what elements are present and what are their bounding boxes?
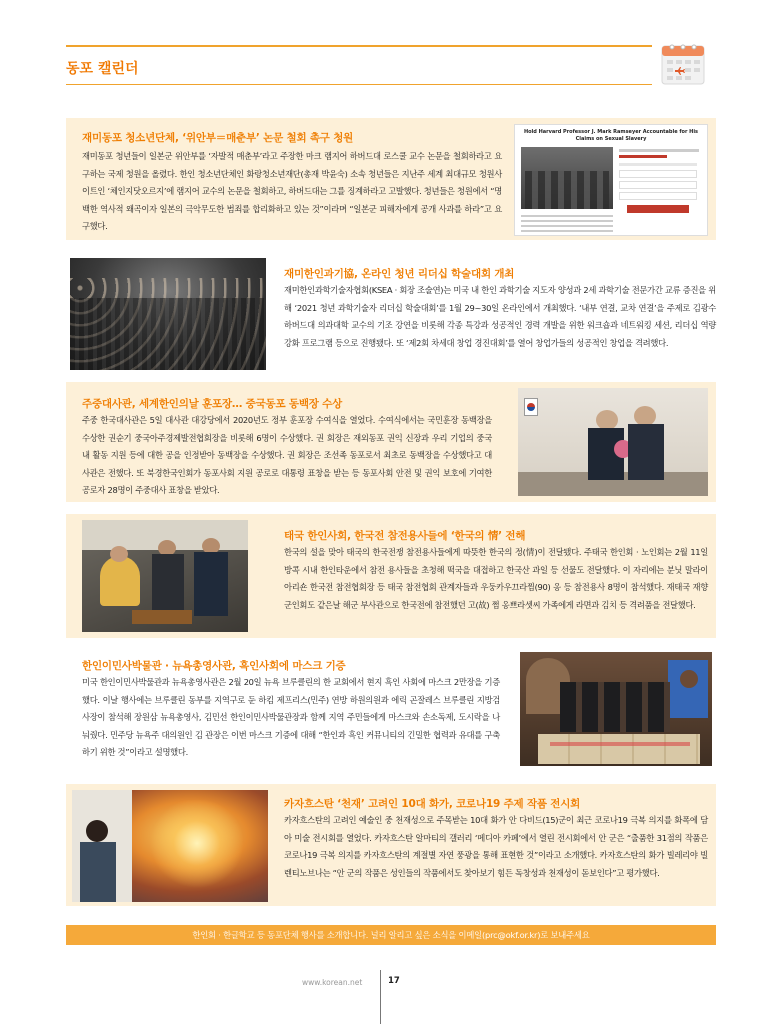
section-title: 동포 캘린더: [66, 61, 139, 77]
page-number: 17: [388, 976, 400, 986]
thailand-veterans-photo: [82, 520, 248, 632]
calendar-icon: [660, 42, 706, 86]
article-body-2: 재미한인과학기술자협회(KSEA · 회장 조술연)는 미국 내 한인 과학기술 지도자 양성과 2세 과학기술 전문가간 교류 증진을 위해 ‘2021 청년 과학기술자 리더십 학술대회’를 1월 29~30일 온라인에서 개최했다. ‘내부 연결, 교차 연결’을 주제로 김광수 하버드대 의과대학 교수의 기조 강연을 비롯해 각종 특강과 성공적인 경력 개발을 위한 워크숍과 네트워킹 세션, 리더십 역량 강화 프로그램 등으로 진행됐다. 또 ‘제2회 차세대 창업 경진대회’를 열어 창업가들의 성공적인 창업을 격려했다.: [284, 285, 716, 348]
header-rule-top: [66, 45, 652, 47]
page-divider: [380, 970, 381, 1024]
article-title-6: 카자흐스탄 ‘천재’ 고려인 10대 화가, 코로나19 주제 작품 전시회: [284, 798, 581, 810]
article-body-1: 재미동포 청년들이 일본군 위안부를 ‘자발적 매춘부’라고 주장한 마크 램지어 하버드대 로스쿨 교수 논문을 철회하라고 요구하는 국제 청원을 올렸다. 한인 청소년단체인 화랑청소년재단(총재 박윤숙) 소속 청년들은 지난주 세계 최대규모 청원사이트인 ‘체인지닷오르지’에 램지어 교수의 논문을 철회하고, 하버드대는 그를 징계하라고 고발했다. 청년들은 청원에서 “명백한 역사적 왜곡이자 일본의 극악무도한 범죄를 합리화하고 있는 것”이라며 “일본군 피해자에게 공개 사과를 하라”고 요구했다.: [82, 151, 502, 231]
site-url: www.korean.net: [302, 978, 363, 987]
award-ceremony-photo: [518, 388, 708, 496]
article-title-3: 주중대사관, 세계한인의날 훈포장… 중국동포 동백장 수상: [82, 398, 343, 410]
header-rule-bottom: [66, 84, 652, 85]
article-body-4: 한국의 설을 맞아 태국의 한국전쟁 참전용사들에게 따뜻한 한국의 정(情)이 전달됐다. 주태국 한인회 · 노인회는 2월 11일 방콕 시내 한인타운에서 참전 용사들을 초청해 떡국을 대접하고 한국산 과일 등 선물도 전달했다. 이 자리에는 분닛 말라이아리숀 한국전 참전협회장 등 태국 참전협회 관계자들과 우둥카우끄라찜(90) 옹 등 참전용사 8명이 참석했다. 재태국 재향군인회도 같은날 해군 부사관으로 한국전에 참전했던 고(故) 쩜 옹쁘라셋씨 가족에게 라면과 김치 등 격려품을 전달했다.: [284, 547, 708, 610]
article-body-6: 카자흐스탄의 고려인 예술인 중 천재성으로 주목받는 10대 화가 안 다비드(15)군이 최근 코로나19 극복 의지를 화폭에 담아 미술 전시회를 열었다. 카자흐스탄 알마티의 갤러리 ‘메디아 카페’에서 열린 전시회에서 안 군은 “출품한 31점의 작품은 코로나19 극복 의지를 카자흐스탄의 계절별 자연 풍광을 통해 표현한 것”이라고 소개했다. 카자흐스탄의 화가 빌레리야 빌렌티노브나는 “안 군의 작품은 성인들의 작품에서도 찾아보기 힘든 독창성과 천재성이 돋보인다”고 평가했다.: [284, 815, 708, 878]
article-title-5: 한인이민사박물관 · 뉴욕총영사관, 흑인사회에 마스크 기증: [82, 660, 346, 672]
article-body-5: 미국 한인이민사박물관과 뉴욕총영사관은 2월 20일 뉴욕 브루클린의 한 교회에서 현지 흑인 사회에 마스크 2만장을 기증했다. 이날 행사에는 브루클린 동부를 지역구로 둔 하킴 제프리스(민주) 연방 하원의원과 에릭 곤잘레스 브루클린 지방검사장이 참석해 장원삼 뉴욕총영사, 김민선 한인이민사박물관장과 함께 지역 주민들에게 마스크와 손소독제, 도시락을 나눠줬다. 민주당 뉴욕주 대의원인 김 관장은 이번 마스크 기증에 대해 “한인과 흑인 커뮤니티의 긴밀한 협력과 유대를 구축하기 위한 것”이라고 설명했다.: [82, 677, 500, 757]
petition-screenshot: [514, 124, 708, 236]
petition-headline: Hold Harvard Professor J. Mark Ramseyer Accountable for His Claims on Sexual Slavery: [523, 129, 699, 142]
mask-donation-photo: [520, 652, 712, 766]
submission-notice-bar: 한인회 · 한글학교 등 동포단체 행사를 소개합니다. 널리 알리고 싶은 소식을 이메일(prc@okf.or.kr)로 보내주세요: [66, 925, 716, 945]
article-title-2: 재미한인과기協, 온라인 청년 리더십 학술대회 개최: [284, 268, 515, 280]
article-card-1: [66, 118, 716, 240]
article-card-6: [66, 784, 716, 906]
article-card-3: [66, 382, 716, 502]
article-title-1: 재미동포 청소년단체, ‘위안부＝매춘부’ 논문 철회 촉구 청원: [82, 132, 354, 144]
article-body-3: 주중 한국대사관은 5일 대사관 대강당에서 2020년도 정부 훈포장 수여식을 열었다. 수여식에서는 국민훈장 동백장을 수상한 권순기 중국아주경제발전협회장을 비롯해 6명이 수상했다. 권 회장은 재외동포 권익 신장과 우리 기업의 중국 내 활동 지원 등에 대한 공을 인정받아 동백장을 수상했다. 권 회장은 조선족 동포로서 최초로 동백장을 수상했다고 대사관은 전했다. 또 북경한국인회가 동포사회 지원 공로로 대통령 표창을 받는 등 동포사회 안전 및 권익 보호에 기여한 공로자 28명이 주중대사 표창을 받았다.: [82, 415, 492, 495]
ksea-group-photo: [70, 258, 266, 370]
article-card-4: [66, 514, 716, 638]
article-title-4: 태국 한인사회, 한국전 참전용사들에 ‘한국의 情’ 전해: [284, 530, 526, 542]
painter-artwork-photo: [72, 790, 268, 902]
